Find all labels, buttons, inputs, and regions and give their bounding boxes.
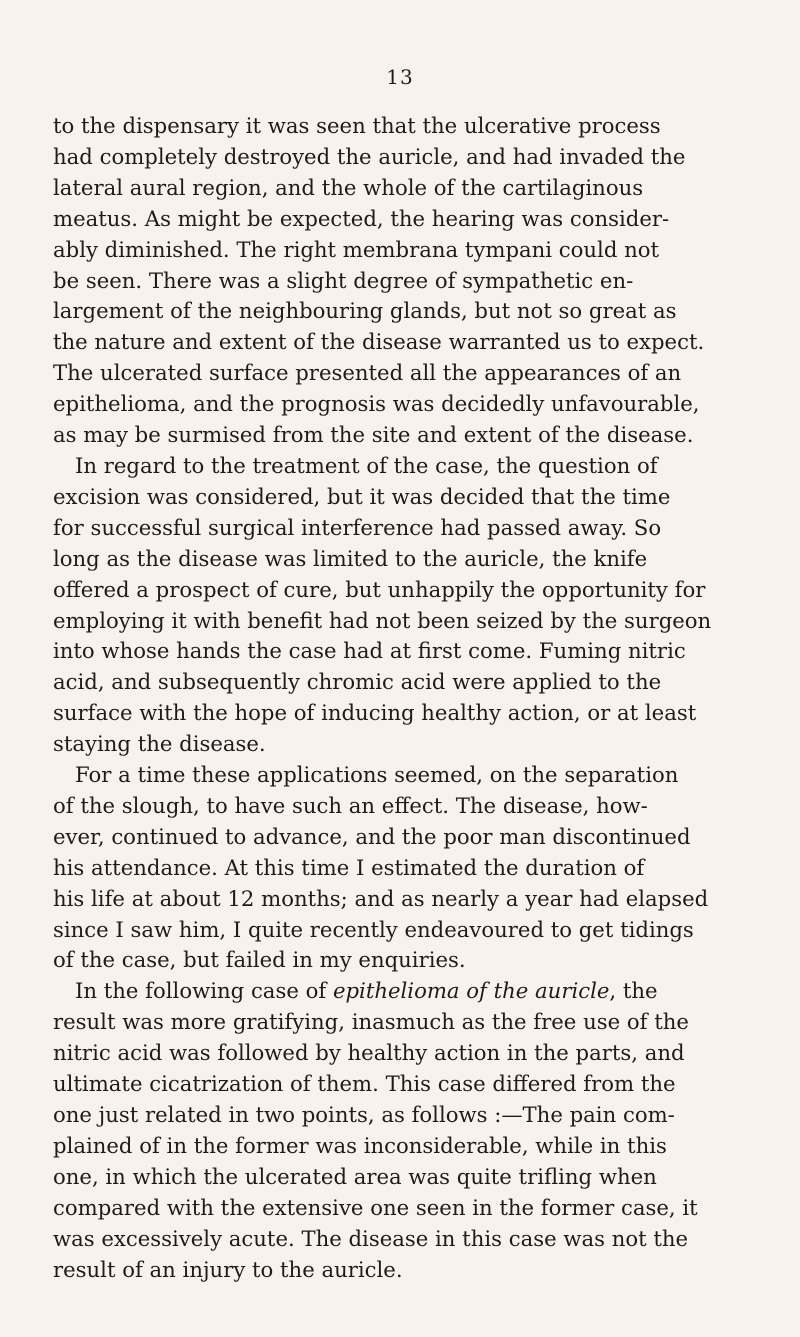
line-text-after: , the: [609, 978, 658, 1004]
paragraph-continued: [53, 111, 748, 451]
text-line: long as the disease was limited to the auricle, the knife: [53, 545, 648, 571]
text-line: [53, 976, 748, 1007]
text-line: offered a prospect of cure, but unhappily the opportunity for: [53, 576, 706, 602]
text-line: employing it with benefit had not been seized by the surgeon: [53, 607, 712, 633]
paragraph-treatment: [53, 451, 748, 760]
text-line: ably diminished. The right membrana tympani could not: [53, 236, 660, 262]
text-line: largement of the neighbouring glands, but not so great as: [53, 298, 677, 324]
text-line: result of an injury to the auricle.: [53, 1256, 403, 1282]
text-line: The ulcerated surface presented all the appearances of an: [53, 360, 682, 386]
text-line: of the case, but failed in my enquiries.: [53, 947, 466, 973]
text-line: of the slough, to have such an effect. The disease, how-: [53, 792, 648, 818]
text-line: meatus. As might be expected, the hearing was consider-: [53, 205, 670, 231]
text-line: as may be surmised from the site and extent of the disease.: [53, 422, 694, 448]
text-line: ultimate cicatrization of them. This case differed from the: [53, 1071, 676, 1097]
text-line: staying the disease.: [53, 731, 266, 757]
text-line: had completely destroyed the auricle, and had invaded the: [53, 143, 686, 169]
text-line: ever, continued to advance, and the poor man discontinued: [53, 823, 691, 849]
text-line: In regard to the treatment of the case, the question of: [75, 452, 658, 478]
text-line: his attendance. At this time I estimated the duration of: [53, 854, 645, 880]
text-line: for successful surgical interference had passed away. So: [53, 514, 662, 540]
text-line: his life at about 12 months; and as nearly a year had elapsed: [53, 885, 709, 911]
text-line: compared with the extensive one seen in the former case, it: [53, 1194, 698, 1220]
text-line: epithelioma, and the prognosis was decidedly unfavourable,: [53, 391, 700, 417]
text-line: one, in which the ulcerated area was quite trifling when: [53, 1163, 657, 1189]
text-line: For a time these applications seemed, on the separation: [75, 762, 679, 788]
text-line: into whose hands the case had at first come. Fuming nitric: [53, 638, 686, 664]
text-line: plained of in the former was inconsiderable, while in this: [53, 1132, 667, 1158]
text-line: one just related in two points, as follows :—The pain com-: [53, 1102, 675, 1127]
text-line: nitric acid was followed by healthy action in the parts, and: [53, 1040, 685, 1066]
body-text: [53, 111, 748, 1285]
text-line: was excessively acute. The disease in this case was not the: [53, 1225, 689, 1251]
line-text-before: In the following case of: [75, 978, 333, 1004]
italic-term: epithelioma of the auricle: [332, 978, 610, 1004]
text-line: acid, and subsequently chromic acid were applied to the: [53, 669, 662, 695]
page-number: 13: [386, 65, 414, 89]
text-line: excision was considered, but it was decided that the time: [53, 483, 671, 509]
text-line: the nature and extent of the disease warranted us to expect.: [53, 329, 705, 355]
text-line: to the dispensary it was seen that the ulcerative process: [53, 113, 661, 138]
paragraph-outcome: [53, 760, 748, 976]
text-line: be seen. There was a slight degree of sympathetic en-: [53, 267, 634, 293]
text-line: surface with the hope of inducing healthy action, or at least: [53, 700, 697, 726]
text-line: result was more gratifying, inasmuch as the free use of the: [53, 1009, 689, 1035]
paragraph-following-case: [53, 976, 748, 1285]
text-line: since I saw him, I quite recently endeavoured to get tidings: [53, 916, 694, 942]
text-line: lateral aural region, and the whole of the cartilaginous: [53, 174, 644, 200]
